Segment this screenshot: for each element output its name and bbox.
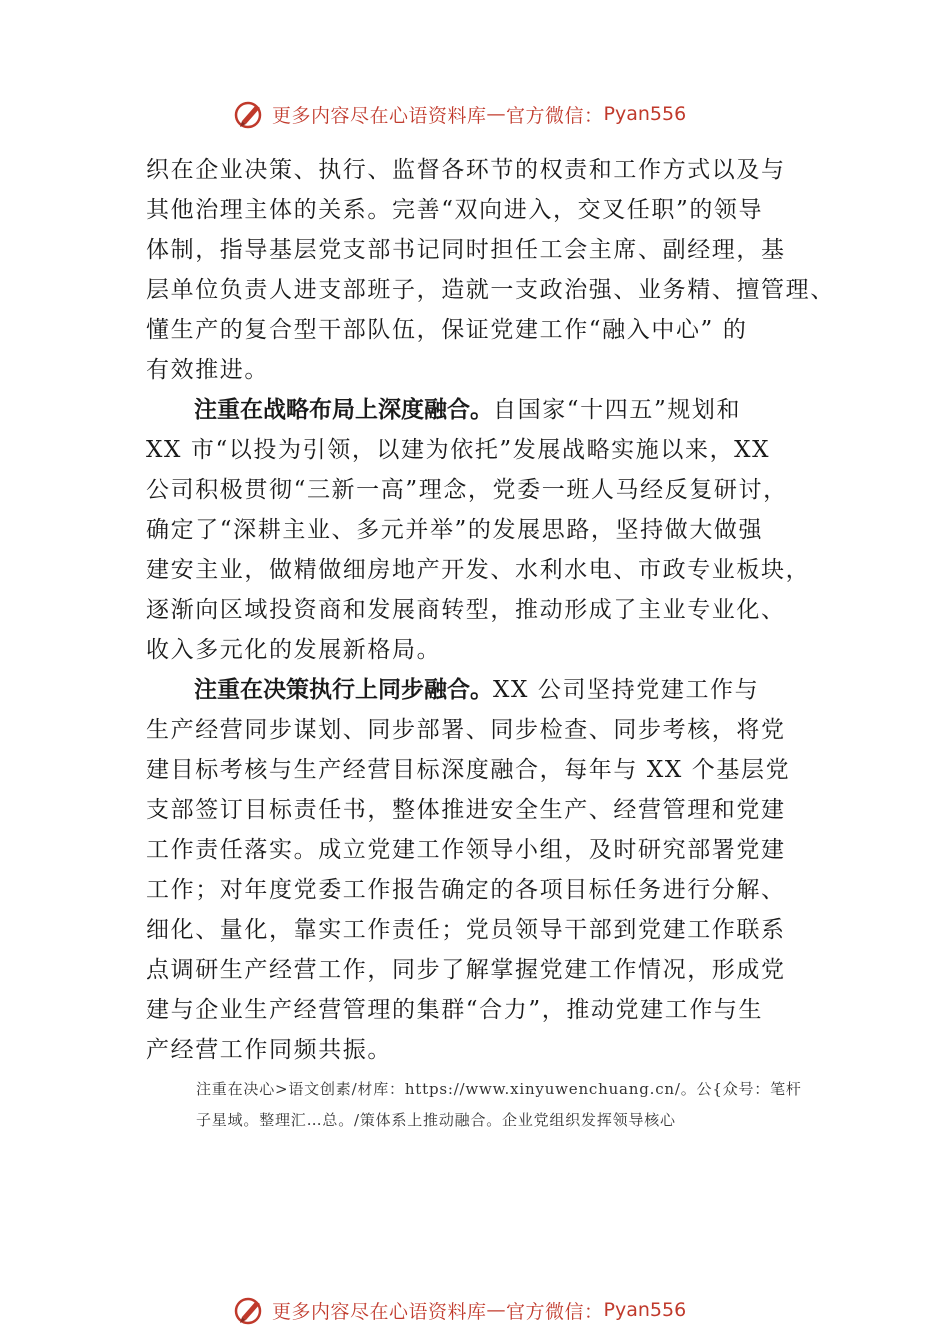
text-line: XX 市“以投为引领，以建为依托”发展战略实施以来，XX: [146, 437, 771, 463]
footer-wechat-id: Pyan556: [603, 1299, 687, 1321]
watermark-note: [196, 1074, 846, 1136]
text-line: 建目标考核与生产经营目标深度融合，每年与 XX 个基层党: [146, 757, 791, 783]
text-line: 确定了“深耕主业、多元并举”的发展思路，坚持做大做强: [146, 517, 764, 543]
text-line: 织在企业决策、执行、监督各环节的权责和工作方式以及与: [146, 157, 786, 183]
text-line: 层单位负责人进支部班子，造就一支政治强、业务精、擅管理、: [146, 277, 835, 303]
header-banner: [232, 96, 732, 132]
footer-banner: [232, 1292, 732, 1328]
paragraph-heading-line: [146, 670, 846, 710]
text-line: 建与企业生产经营管理的集群“合力”，推动党建工作与生: [146, 997, 764, 1023]
footer-wechat-label: 官方微信：: [506, 1300, 604, 1323]
header-wechat-id: Pyan556: [603, 103, 687, 125]
text-line: 建安主业，做精做细房地产开发、水利水电、市政专业板块，: [146, 557, 811, 583]
text-line: 懂生产的复合型干部队伍，保证党建工作“融入中心” 的: [146, 317, 748, 343]
header-wechat-label: 官方微信：: [506, 104, 604, 127]
strategy-heading: 注重在战略布局上深度融合。: [194, 397, 493, 423]
decision-heading: 注重在决策执行上同步融合。: [194, 677, 493, 703]
pen-logo-icon: [232, 1293, 266, 1327]
footer-brand: 更多内容尽在心语资料库: [272, 1300, 487, 1323]
text-line: 逐渐向区域投资商和发展商转型，推动形成了主业专业化、: [146, 597, 786, 623]
text-line: 支部签订目标责任书，整体推进安全生产、经营管理和党建: [146, 797, 786, 823]
note-line: 注重在决心>语文创素/材库：https://www.xinyuwenchuang.cn/。公{众号：笔杆: [196, 1080, 802, 1098]
text-line: 生产经营同步谋划、同步部署、同步检查、同步考核，将党: [146, 717, 786, 743]
text-line: 工作责任落实。成立党建工作领导小组，及时研究部署党建: [146, 837, 786, 863]
note-line: 子星域。整理汇…总。/策体系上推动融合。企业党组织发挥领导核心: [196, 1111, 676, 1129]
text-span: 自国家“十四五”规划和: [493, 397, 742, 423]
text-line: 产经营工作同频共振。: [146, 1037, 392, 1063]
text-line: 有效推进。: [146, 357, 269, 383]
footer-separator: —: [486, 1299, 507, 1321]
text-span: XX 公司坚持党建工作与: [493, 677, 760, 703]
text-line: 收入多元化的发展新格局。: [146, 637, 442, 663]
text-line: 细化、量化，靠实工作责任；党员领导干部到党建工作联系: [146, 917, 786, 943]
header-separator: —: [486, 103, 507, 125]
pen-logo-icon: [232, 97, 266, 131]
text-line: 公司积极贯彻“三新一高”理念，党委一班人马经反复研讨，: [146, 477, 788, 503]
text-line: 工作；对年度党委工作报告确定的各项目标任务进行分解、: [146, 877, 786, 903]
text-line: 体制，指导基层党支部书记同时担任工会主席、副经理，基: [146, 237, 786, 263]
document-body: [146, 150, 846, 1070]
paragraph-heading-line: [146, 390, 846, 430]
header-brand: 更多内容尽在心语资料库: [272, 104, 487, 127]
text-line: 其他治理主体的关系。完善“双向进入，交叉任职”的领导: [146, 197, 764, 223]
text-line: 点调研生产经营工作，同步了解掌握党建工作情况，形成党: [146, 957, 786, 983]
